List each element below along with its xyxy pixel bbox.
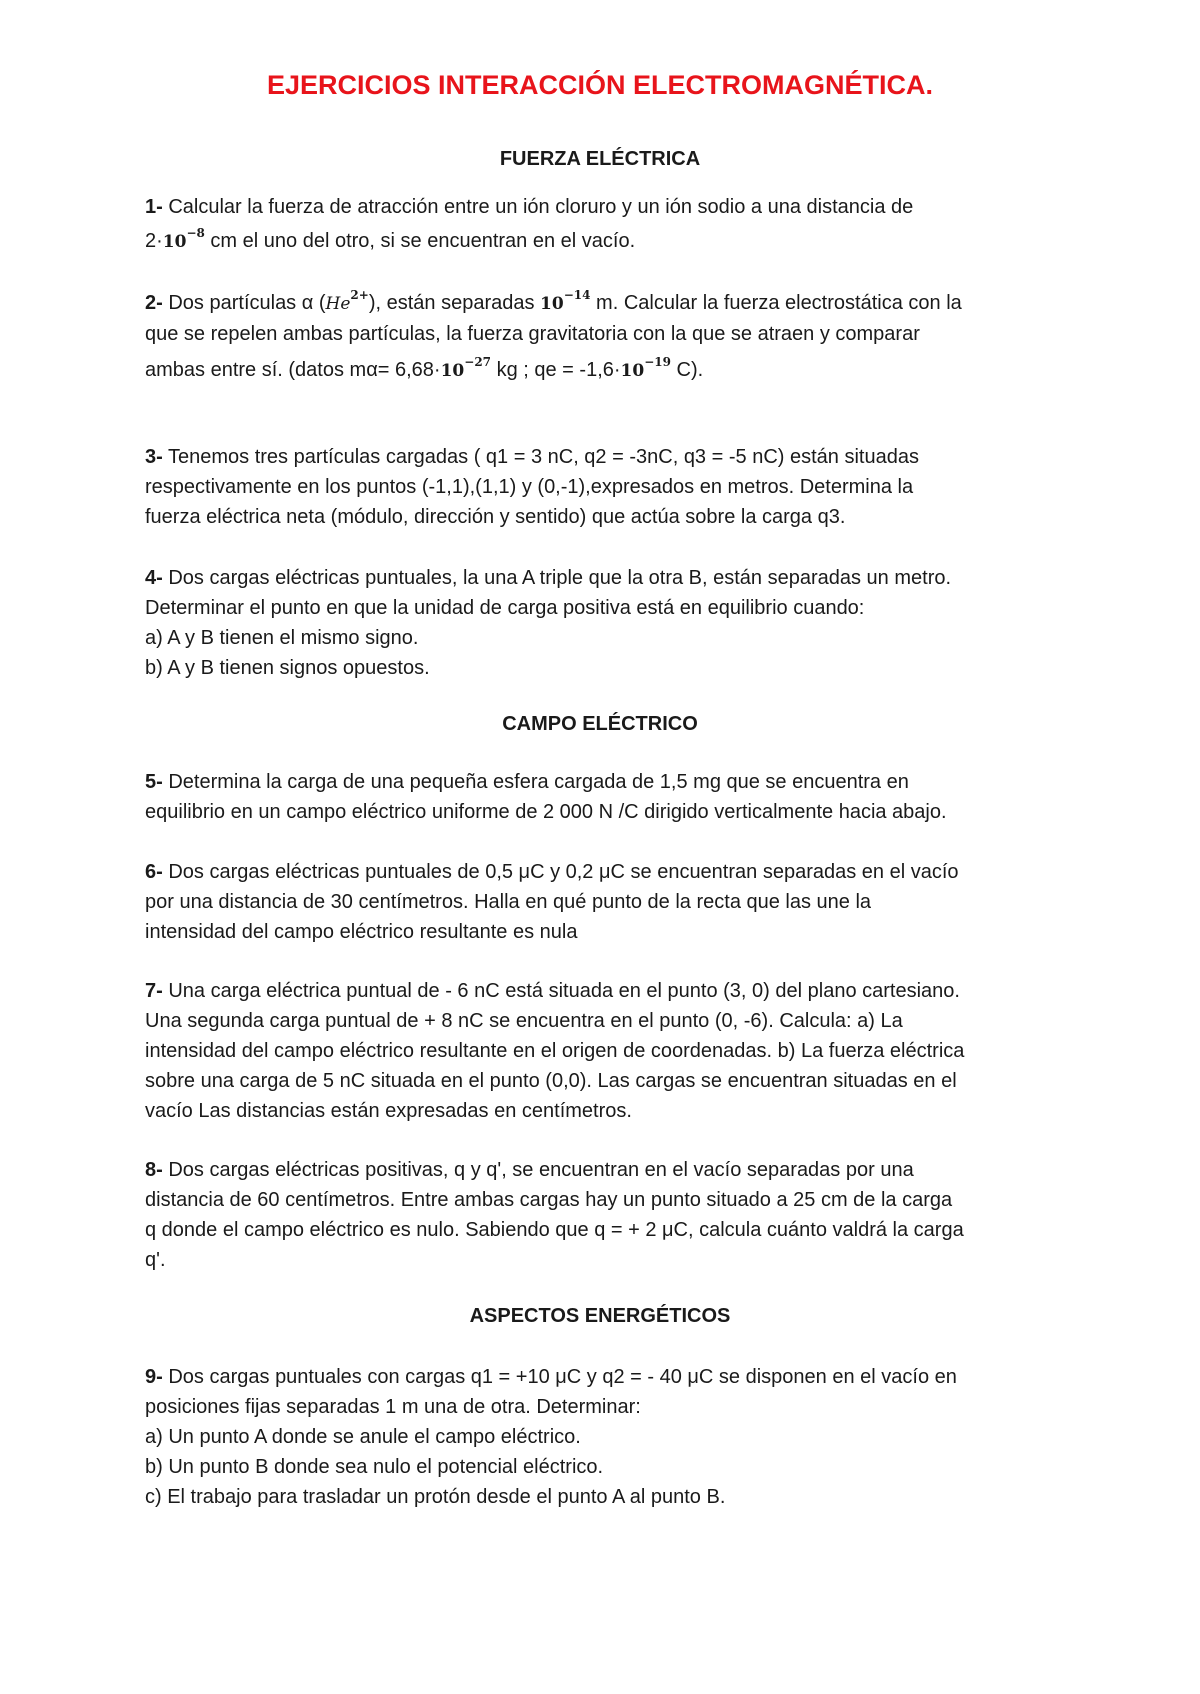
document-title: EJERCICIOS INTERACCIÓN ELECTROMAGNÉTICA.: [266, 70, 934, 100]
exercise-number: 5-: [145, 771, 163, 793]
exercise-number: 9-: [145, 1366, 163, 1388]
exercise-number: 4-: [145, 567, 163, 589]
exercise-number: 2-: [145, 292, 163, 314]
exercise-9: 9- Dos cargas puntuales con cargas q1 = +10 μC y q2 = - 40 μC se disponen en el vacío en posiciones fijas separadas 1 m una de otra. Determinar: a) Un punto A donde se anule el campo eléctrico. b) Un punto B donde sea nulo el potencial eléctrico. c) El trabajo para trasladar un protón desde el punto A al punto B.: [145, 1366, 957, 1508]
exercise-6: 6- Dos cargas eléctricas puntuales de 0,5 μC y 0,2 μC se encuentran separadas en el vacío por una distancia de 30 centímetros. Halla en qué punto de la recta que las une la intensidad del campo eléctrico resultante es nula: [145, 861, 959, 943]
exercise-1-line-2: $2\cdot 10^{-8}$ cm el uno del otro, si se encuentran en el vacío.: [145, 226, 636, 252]
exercise-3: 3- Tenemos tres partículas cargadas ( q1 = 3 nC, q2 = -3nC, q3 = -5 nC) están situadas respectivamente en los puntos (-1,1),(1,1) y (0,-1),expresados en metros. Determina la fuerza eléctrica neta (módulo, dirección y sentido) que actúa sobre la carga q3.: [145, 446, 919, 528]
exercise-number: 3-: [145, 446, 163, 468]
exercise-7: 7- Una carga eléctrica puntual de - 6 nC está situada en el punto (3, 0) del plano cartesiano. Una segunda carga puntual de + 8 nC se encuentra en el punto (0, -6). Calcula: a) La intensidad del campo eléctrico resultante en el origen de coordenadas. b) La fuerza eléctrica sobre una carga de 5 nC situada en el punto (0,0). Las cargas se encuentran situadas en el vacío Las distancias están expresadas en centímetros.: [145, 980, 965, 1122]
exercise-1-line-1: 1- Calcular la fuerza de atracción entre un ión cloruro y un ión sodio a una distancia de: [145, 196, 914, 218]
exercise-number: 7-: [145, 980, 163, 1002]
exercise-2-line-3: ambas entre sí. (datos $m\alpha= 6,68\cdot 10^{-27}$ kg ; qe = $-1,6\cdot 10^{-19}$ C).: [145, 355, 704, 381]
exercise-number: 1-: [145, 196, 163, 218]
exercise-5: 5- Determina la carga de una pequeña esfera cargada de 1,5 mg que se encuentra en equilibrio en un campo eléctrico uniforme de 2 000 N /C dirigido verticalmente hacia abajo.: [145, 771, 947, 823]
section-heading-aspectos-energeticos: ASPECTOS ENERGÉTICOS: [469, 1305, 731, 1327]
exercise-number: 8-: [145, 1159, 163, 1181]
section-heading-campo-electrico: CAMPO ELÉCTRICO: [502, 713, 698, 735]
section-heading-fuerza-electrica: FUERZA ELÉCTRICA: [499, 148, 701, 170]
exercise-2-line-1: 2- Dos partículas α $(He^{2+})$, están separadas $10^{-14}$ m. Calcular la fuerza electrostática con la: [145, 288, 962, 314]
exercise-number: 6-: [145, 861, 163, 883]
exercise-4: 4- Dos cargas eléctricas puntuales, la una A triple que la otra B, están separadas un metro. Determinar el punto en que la unidad de carga positiva está en equilibrio cuando: a) A y B tienen el mismo signo. b) A y B tienen signos opuestos.: [145, 567, 952, 679]
exercise-1: [145, 192, 1075, 257]
exercise-2-line-2: que se repelen ambas partículas, la fuerza gravitatoria con la que se atraen y comparar: [145, 323, 920, 345]
exercise-8: 8- Dos cargas eléctricas positivas, q y q', se encuentran en el vacío separadas por una distancia de 60 centímetros. Entre ambas cargas hay un punto situado a 25 cm de la carga q donde el campo eléctrico es nulo. Sabiendo que q = + 2 μC, calcula cuánto valdrá la carga q'.: [145, 1159, 964, 1271]
exercise-2: [145, 288, 1075, 386]
